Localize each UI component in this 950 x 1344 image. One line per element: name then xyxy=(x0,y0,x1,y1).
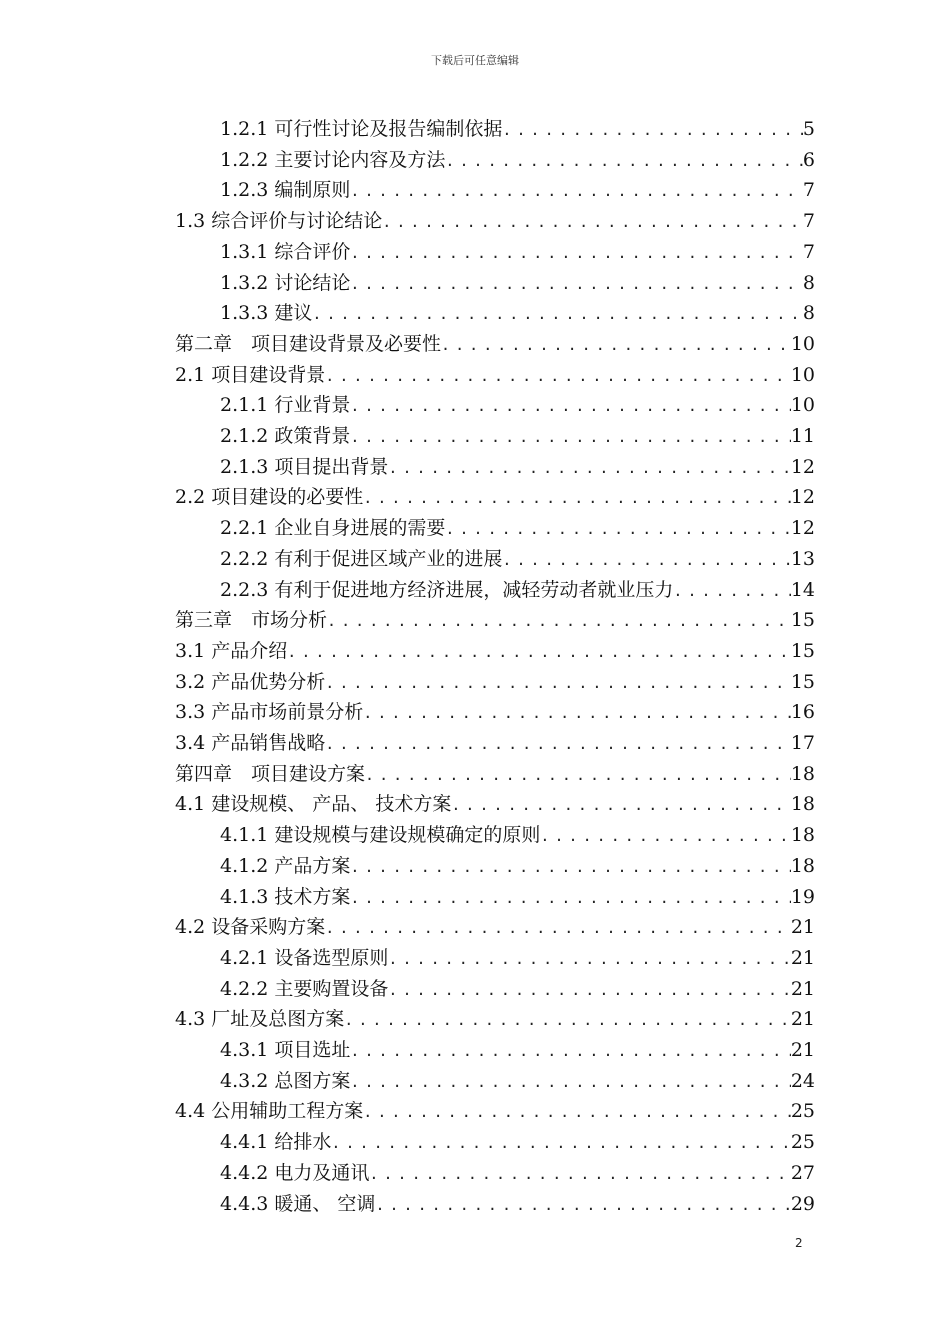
toc-entry-title: 2.1.1 行业背景 xyxy=(220,394,351,417)
toc-entry[interactable] xyxy=(175,1004,815,1035)
toc-entry-title: 3.3 产品市场前景分析 xyxy=(175,701,364,724)
toc-entry-title: 1.3.3 建议 xyxy=(220,302,313,325)
toc-dot-leader xyxy=(502,115,803,146)
toc-entry-page: 12 xyxy=(790,455,815,478)
toc-entry-page: 10 xyxy=(790,363,815,386)
toc-dot-leader xyxy=(350,1036,790,1067)
toc-entry-page: 19 xyxy=(790,885,815,908)
toc-dot-leader xyxy=(312,299,803,330)
toc-dot-leader xyxy=(445,514,790,545)
toc-entry-page: 29 xyxy=(790,1192,815,1215)
page-header: 下载后可任意编辑 xyxy=(431,54,519,67)
toc-entry-page: 10 xyxy=(790,394,815,417)
toc-entry-title: 4.1.3 技术方案 xyxy=(220,885,351,908)
toc-entry-page: 21 xyxy=(790,946,815,969)
toc-entry-page: 15 xyxy=(790,670,815,693)
toc-entry-title: 4.4.3 暖通、 空调 xyxy=(220,1192,376,1215)
toc-entry-title: 2.2.1 企业自身进展的需要 xyxy=(220,517,446,540)
toc-entry[interactable] xyxy=(220,175,815,206)
toc-dot-leader xyxy=(350,852,790,883)
toc-entry[interactable] xyxy=(220,1035,815,1066)
toc-dot-leader xyxy=(350,176,803,207)
toc-entry[interactable] xyxy=(220,943,815,974)
toc-dot-leader xyxy=(363,483,791,514)
toc-entry-page: 10 xyxy=(790,332,815,355)
toc-entry[interactable] xyxy=(220,1066,815,1097)
toc-entry-page: 6 xyxy=(802,148,815,171)
toc-entry-page: 24 xyxy=(790,1069,815,1092)
toc-entry-title: 4.4.2 电力及通讯 xyxy=(220,1161,370,1184)
toc-entry[interactable] xyxy=(175,636,815,667)
toc-dot-leader xyxy=(350,391,790,422)
toc-entry-page: 18 xyxy=(790,762,815,785)
toc-entry[interactable] xyxy=(220,114,815,145)
toc-entry-title: 4.3.2 总图方案 xyxy=(220,1069,351,1092)
toc-entry-title: 1.2.1 可行性讨论及报告编制依据 xyxy=(220,118,503,140)
toc-entry[interactable] xyxy=(220,237,815,268)
toc-entry-title: 第二章 项目建设背景及必要性 xyxy=(175,332,442,355)
toc-entry[interactable] xyxy=(220,820,815,851)
toc-dot-leader xyxy=(325,729,791,760)
toc-dot-leader xyxy=(325,913,791,944)
toc-entry-title: 1.2.3 编制原则 xyxy=(220,179,351,202)
toc-dot-leader xyxy=(382,207,803,238)
toc-dot-leader xyxy=(540,821,790,852)
toc-entry-page: 21 xyxy=(790,977,815,1000)
toc-dot-leader xyxy=(365,760,791,791)
toc-entry-title: 4.2 设备采购方案 xyxy=(175,916,326,939)
toc-entry[interactable] xyxy=(220,575,815,606)
toc-entry[interactable] xyxy=(220,974,815,1005)
toc-dot-leader xyxy=(327,606,791,637)
toc-entry[interactable] xyxy=(220,513,815,544)
toc-entry[interactable] xyxy=(175,912,815,943)
toc-entry-title: 4.4.1 给排水 xyxy=(220,1131,332,1154)
toc-entry-title: 1.3.1 综合评价 xyxy=(220,240,351,263)
toc-dot-leader xyxy=(350,238,803,269)
toc-entry[interactable] xyxy=(175,329,815,360)
toc-entry-title: 4.3.1 项目选址 xyxy=(220,1039,351,1061)
toc-entry-title: 1.3.2 讨论结论 xyxy=(220,271,351,294)
toc-dot-leader xyxy=(375,1190,790,1221)
toc-entry-page: 25 xyxy=(790,1100,815,1123)
toc-entry-page: 21 xyxy=(790,916,815,939)
toc-dot-leader xyxy=(325,668,791,699)
toc-entry-page: 21 xyxy=(790,1008,815,1031)
toc-dot-leader xyxy=(363,698,791,729)
toc-entry-title: 4.2.1 设备选型原则 xyxy=(220,946,389,969)
toc-entry[interactable] xyxy=(220,298,815,329)
toc-entry[interactable] xyxy=(220,452,815,483)
toc-entry[interactable] xyxy=(220,1189,815,1220)
toc-dot-leader xyxy=(451,790,790,821)
toc-dot-leader xyxy=(363,1097,791,1128)
toc-entry[interactable] xyxy=(220,421,815,452)
toc-dot-leader xyxy=(350,269,803,300)
page-number: 2 xyxy=(795,1236,803,1250)
toc-entry-page: 15 xyxy=(790,609,815,632)
toc-entry-page: 25 xyxy=(790,1131,815,1154)
toc-dot-leader xyxy=(388,453,790,484)
toc-entry-title: 4.2.2 主要购置设备 xyxy=(220,977,389,1000)
toc-entry-title: 3.2 产品优势分析 xyxy=(175,670,326,693)
toc-entry[interactable] xyxy=(175,1096,815,1127)
toc-entry-title: 第四章 项目建设方案 xyxy=(175,762,366,785)
toc-entry-page: 5 xyxy=(802,118,815,140)
toc-entry-title: 第三章 市场分析 xyxy=(175,609,328,632)
toc-entry-title: 2.2.3 有利于促进地方经济进展，减轻劳动者就业压力 xyxy=(220,578,674,601)
toc-entry-page: 7 xyxy=(802,179,815,202)
toc-dot-leader xyxy=(673,576,790,607)
toc-entry[interactable] xyxy=(175,482,815,513)
toc-entry[interactable] xyxy=(220,390,815,421)
toc-dot-leader xyxy=(445,146,803,177)
toc-dot-leader xyxy=(441,330,791,361)
toc-dot-leader xyxy=(388,975,790,1006)
toc-entry[interactable] xyxy=(220,268,815,299)
toc-entry-page: 12 xyxy=(790,486,815,509)
toc-entry-title: 2.2 项目建设的必要性 xyxy=(175,486,364,509)
toc-entry[interactable] xyxy=(175,728,815,759)
toc-entry-title: 2.2.2 有利于促进区域产业的进展 xyxy=(220,547,503,570)
toc-dot-leader xyxy=(287,637,791,668)
toc-entry-title: 4.3 厂址及总图方案 xyxy=(175,1008,345,1031)
toc-entry-title: 3.1 产品介绍 xyxy=(175,639,288,662)
toc-entry[interactable] xyxy=(220,1158,815,1189)
toc-entry-page: 18 xyxy=(790,793,815,816)
toc-entry-title: 4.1.1 建设规模与建设规模确定的原则 xyxy=(220,824,541,847)
toc-entry-page: 18 xyxy=(790,824,815,847)
toc-entry-page: 8 xyxy=(802,302,815,325)
toc-entry-page: 18 xyxy=(790,854,815,877)
toc-entry-title: 4.1.2 产品方案 xyxy=(220,854,351,877)
toc-entry[interactable] xyxy=(175,667,815,698)
toc-entry[interactable] xyxy=(175,789,815,820)
toc-entry-page: 16 xyxy=(790,701,815,724)
toc-entry[interactable] xyxy=(175,360,815,391)
toc-entry[interactable] xyxy=(220,145,815,176)
toc-dot-leader xyxy=(350,1067,790,1098)
toc-entry[interactable] xyxy=(175,759,815,790)
toc-entry-page: 27 xyxy=(790,1161,815,1184)
toc-entry-page: 14 xyxy=(790,578,815,601)
toc-entry-page: 21 xyxy=(790,1039,815,1061)
toc-entry-page: 17 xyxy=(790,732,815,754)
toc-entry-title: 2.1.3 项目提出背景 xyxy=(220,455,389,478)
toc-entry-title: 4.1 建设规模、 产品、 技术方案 xyxy=(175,793,452,816)
toc-entry-title: 2.1.2 政策背景 xyxy=(220,425,351,447)
toc-dot-leader xyxy=(350,883,790,914)
toc-dot-leader xyxy=(369,1159,790,1190)
toc-entry[interactable] xyxy=(220,544,815,575)
toc-entry-page: 11 xyxy=(790,425,815,447)
toc-entry-page: 8 xyxy=(802,271,815,294)
toc-entry[interactable] xyxy=(220,1127,815,1158)
toc-entry-page: 7 xyxy=(802,240,815,263)
toc-entry-title: 1.3 综合评价与讨论结论 xyxy=(175,210,383,233)
toc-entry-title: 4.4 公用辅助工程方案 xyxy=(175,1100,364,1123)
toc-entry-page: 13 xyxy=(790,547,815,570)
toc-entry-title: 1.2.2 主要讨论内容及方法 xyxy=(220,148,446,171)
toc-entry[interactable] xyxy=(220,851,815,882)
toc-entry[interactable] xyxy=(175,697,815,728)
toc-entry-page: 7 xyxy=(802,210,815,233)
toc-dot-leader xyxy=(331,1128,790,1159)
toc-dot-leader xyxy=(325,361,791,392)
toc-dot-leader xyxy=(388,944,790,975)
toc-entry-title: 2.1 项目建设背景 xyxy=(175,363,326,386)
toc-dot-leader xyxy=(350,422,790,453)
toc-entry-page: 12 xyxy=(790,517,815,540)
toc-entry-title: 3.4 产品销售战略 xyxy=(175,732,326,754)
toc-entry[interactable] xyxy=(175,206,815,237)
toc-dot-leader xyxy=(344,1005,791,1036)
toc-entry[interactable] xyxy=(220,882,815,913)
toc-entry-page: 15 xyxy=(790,639,815,662)
toc-dot-leader xyxy=(502,545,790,576)
toc-entry[interactable] xyxy=(175,605,815,636)
